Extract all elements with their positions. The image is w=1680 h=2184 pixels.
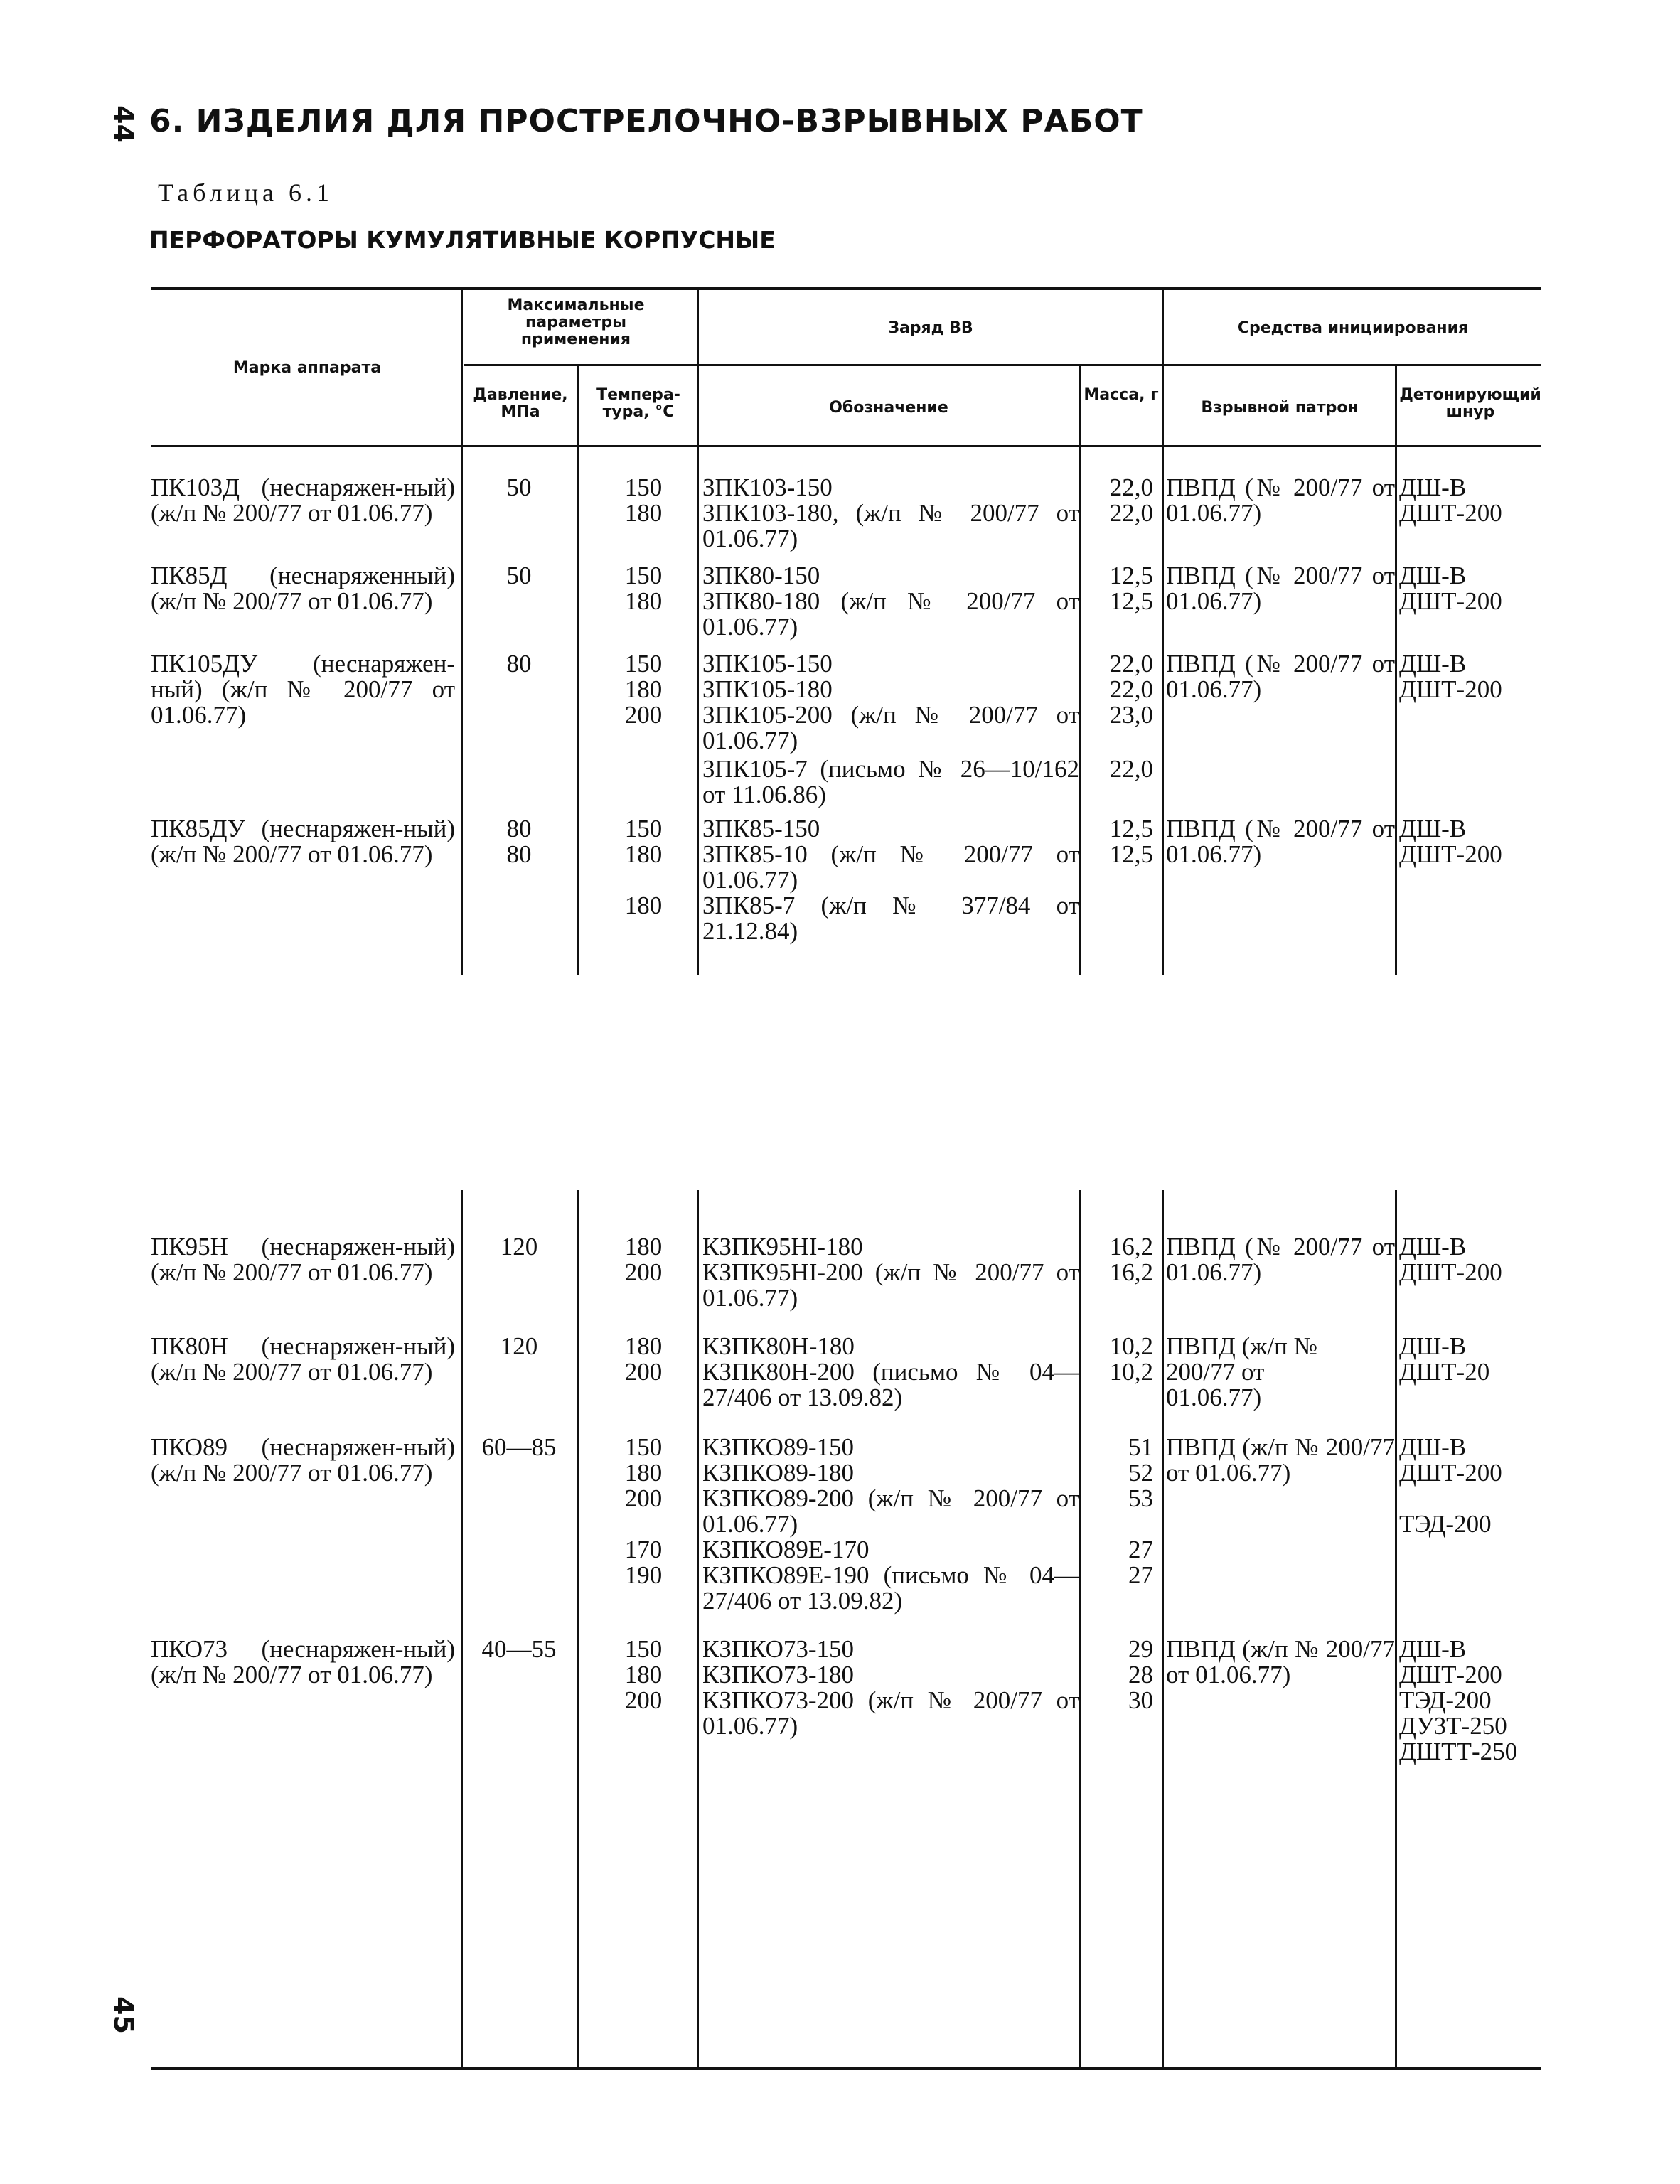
header-initiation-group: Средства инициирования [1237, 319, 1469, 337]
charge-cell: ЗПК85-150 ЗПК85-10 (ж/п № 200/77 от 01.06.77) ЗПК85-7 (ж/п № 377/84 от 21.12.84) [702, 815, 1079, 945]
charge-cell: ЗПК80-150 ЗПК80-180 (ж/п № 200/77 от 01.06.77) [702, 562, 1079, 641]
pressure-cell: 80 80 [506, 815, 532, 868]
charge-cell: КЗПК95НI-180 КЗПК95НI-200 (ж/п № 200/77 от 01.06.77) [702, 1233, 1079, 1312]
col-rule-3-lower [697, 1190, 699, 2069]
temperature-cell: 180 200 [624, 1332, 663, 1386]
header-temperature: Темпера-тура, °С [596, 386, 680, 421]
col-rule-4-upper [1079, 365, 1081, 975]
col-rule-5-upper [1162, 287, 1164, 975]
col-rule-6-upper [1395, 365, 1397, 975]
mass-cell: 22,0 22,0 [1109, 473, 1153, 527]
temperature-cell: 150 180 200 [624, 1635, 663, 1714]
mass-cell: 12,5 12,5 [1109, 815, 1153, 868]
col-rule-6-lower [1395, 1190, 1397, 2069]
brand-cell: ПК105ДУ (неснаряжен-ный) (ж/п № 200/77 от 01.06.77) [151, 650, 455, 729]
cord-cell: ДШ-В ДШТ-200 [1399, 473, 1502, 527]
charge-cell: КЗПК80Н-180 КЗПК80Н-200 (письмо № 04—27/406 от 13.09.82) [702, 1332, 1079, 1411]
cord-cell: ДШ-В ДШТ-20 [1399, 1332, 1490, 1386]
cartridge-cell: ПВПД (ж/п № 200/77 от 01.06.77) [1166, 1332, 1317, 1411]
page-number-bottom: 45 [108, 1996, 139, 2034]
cartridge-cell: ПВПД (№ 200/77 от 01.06.77) [1166, 562, 1395, 615]
table-bottom-rule [151, 2067, 1541, 2070]
cord-cell: ДШ-В ДШТ-200 [1399, 1233, 1502, 1286]
pressure-cell: 80 [506, 650, 532, 678]
header-mid-rule [464, 364, 1541, 366]
table-top-rule [151, 287, 1541, 290]
temperature-cell: 150 180 180 [624, 815, 663, 919]
table-title: ПЕРФОРАТОРЫ КУМУЛЯТИВНЫЕ КОРПУСНЫЕ [149, 226, 776, 254]
charge-cell: КЗПКО89-150 КЗПКО89-180 КЗПКО89-200 (ж/п № 200/77 от 01.06.77) КЗПКО89Е-170 КЗПКО89Е-190 (письмо № 04—27/406 от 13.09.82) [702, 1433, 1079, 1615]
charge-cell: КЗПКО73-150 КЗПКО73-180 КЗПКО73-200 (ж/п № 200/77 от 01.06.77) [702, 1635, 1079, 1740]
cord-cell: ДШ-В ДШТ-200 ТЭД-200 ДУЗТ-250 ДШТТ-250 [1399, 1635, 1518, 1765]
col-rule-5-lower [1162, 1190, 1164, 2069]
header-brand: Марка аппарата [232, 359, 382, 377]
cord-cell: ДШ-В ДШТ-200 ТЭД-200 [1399, 1433, 1502, 1538]
brand-cell: ПКО73 (неснаряжен-ный) (ж/п № 200/77 от 01.06.77) [151, 1635, 455, 1688]
temperature-cell: 150 180 200 [624, 650, 663, 729]
col-rule-3-upper [697, 287, 699, 975]
header-bottom-rule [151, 445, 1541, 447]
brand-cell: ПКО89 (неснаряжен-ный) (ж/п № 200/77 от 01.06.77) [151, 1433, 455, 1487]
cartridge-cell: ПВПД (№ 200/77 от 01.06.77) [1166, 815, 1395, 868]
temperature-cell: 150 180 [624, 473, 663, 527]
mass-cell: 51 52 53 27 27 [1128, 1433, 1153, 1589]
header-mass: Масса, г [1084, 386, 1159, 404]
header-designation: Обозначение [829, 399, 948, 417]
brand-cell: ПК80Н (неснаряжен-ный) (ж/п № 200/77 от 01.06.77) [151, 1332, 455, 1386]
cartridge-cell: ПВПД (ж/п № 200/77 от 01.06.77) [1166, 1433, 1395, 1487]
cartridge-cell: ПВПД (№ 200/77 от 01.06.77) [1166, 1233, 1395, 1286]
col-rule-4-lower [1079, 1190, 1081, 2069]
col-rule-2-lower [577, 1190, 579, 2069]
brand-cell: ПК85Д (неснаряженный) (ж/п № 200/77 от 01.06.77) [151, 562, 455, 615]
mass-cell: 29 28 30 [1128, 1635, 1153, 1714]
charge-cell: ЗПК103-150 ЗПК103-180, (ж/п № 200/77 от 01.06.77) [702, 473, 1079, 552]
col-rule-1-lower [461, 1190, 463, 2069]
charge-cell: ЗПК105-150 ЗПК105-180 ЗПК105-200 (ж/п № 200/77 от 01.06.77) ЗПК105-7 (письмо № 26—10/162 от 11.06.86) [702, 650, 1079, 808]
cord-cell: ДШ-В ДШТ-200 [1399, 815, 1502, 868]
header-cartridge: Взрывной патрон [1201, 399, 1359, 417]
cartridge-cell: ПВПД (№ 200/77 от 01.06.77) [1166, 650, 1395, 703]
cord-cell: ДШ-В ДШТ-200 [1399, 562, 1502, 615]
header-max-params: Максимальные параметры применения [507, 296, 645, 348]
temperature-cell: 150 180 200 170 190 [624, 1433, 663, 1589]
cord-cell: ДШ-В ДШТ-200 [1399, 650, 1502, 703]
pressure-cell: 60—85 [481, 1433, 557, 1461]
brand-cell: ПК95Н (неснаряжен-ный) (ж/п № 200/77 от 01.06.77) [151, 1233, 455, 1286]
pressure-cell: 120 [500, 1233, 538, 1260]
chapter-title: 6. ИЗДЕЛИЯ ДЛЯ ПРОСТРЕЛОЧНО-ВЗРЫВНЫХ РАБОТ [149, 103, 1143, 139]
table-label: Таблица 6.1 [158, 178, 333, 207]
pressure-cell: 50 [506, 562, 532, 589]
mass-cell: 16,2 16,2 [1109, 1233, 1153, 1286]
col-rule-2-upper [577, 365, 579, 975]
mass-cell: 22,0 22,0 23,0 22,0 [1109, 650, 1153, 783]
brand-cell: ПК103Д (неснаряжен-ный) (ж/п № 200/77 от 01.06.77) [151, 473, 455, 527]
temperature-cell: 150 180 [624, 562, 663, 615]
mass-cell: 12,5 12,5 [1109, 562, 1153, 615]
temperature-cell: 180 200 [624, 1233, 663, 1286]
header-charge-group: Заряд ВВ [888, 319, 973, 337]
pressure-cell: 50 [506, 473, 532, 501]
header-pressure: Давление, МПа [473, 386, 568, 421]
brand-cell: ПК85ДУ (неснаряжен-ный) (ж/п № 200/77 от 01.06.77) [151, 815, 455, 868]
col-rule-1-upper [461, 287, 463, 975]
mass-cell: 10,2 10,2 [1109, 1332, 1153, 1386]
page-number-top: 44 [108, 105, 139, 143]
cartridge-cell: ПВПД (ж/п № 200/77 от 01.06.77) [1166, 1635, 1395, 1688]
cartridge-cell: ПВПД (№ 200/77 от 01.06.77) [1166, 473, 1395, 527]
pressure-cell: 40—55 [481, 1635, 557, 1663]
header-cord: Детонирующий шнур [1399, 386, 1541, 421]
pressure-cell: 120 [500, 1332, 538, 1360]
